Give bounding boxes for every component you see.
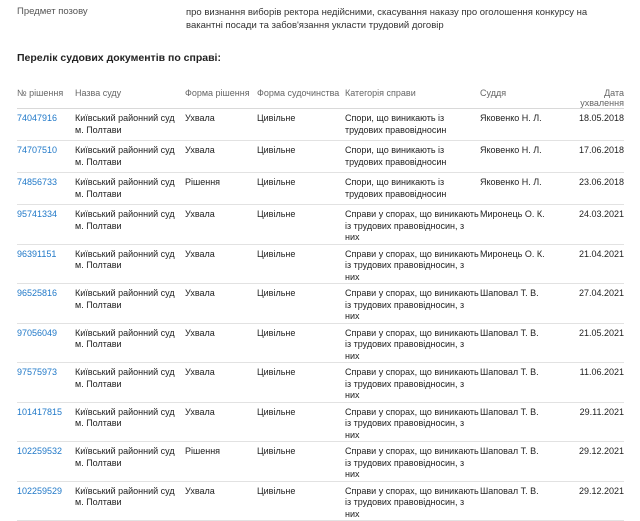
court-name-cell [75, 481, 185, 521]
decision-date-text: 23.06.2018 [578, 177, 624, 187]
decision-date-cell [558, 402, 624, 442]
judge-text: Яковенко Н. Л. [480, 113, 542, 123]
decision-date-text: 17.06.2018 [578, 145, 624, 155]
proceedings-form-cell [257, 402, 345, 442]
table-row [17, 402, 624, 442]
judge-text: Шаповал Т. В. [480, 327, 539, 338]
decision-date-text: 24.03.2021 [578, 209, 624, 219]
decision-number-wrapper [17, 173, 75, 189]
court-name-cell [75, 402, 185, 442]
header-judge: Суддя [480, 88, 558, 109]
decision-number-link[interactable]: 97056049 [17, 327, 58, 338]
decision-form-cell [185, 284, 257, 324]
court-name-cell [75, 244, 185, 284]
decision-form-text: Рішення [185, 446, 221, 456]
table-row [17, 442, 624, 482]
case-category-cell [345, 481, 480, 521]
case-category-text: Справи у спорах, що виникають із трудових правовідносин, з них [345, 485, 479, 519]
decision-form-cell [185, 323, 257, 363]
judge-cell [480, 141, 558, 173]
table-row [17, 173, 624, 205]
decision-number-wrapper [17, 482, 75, 498]
table-row [17, 481, 624, 521]
judge-text: Миронець О. К. [480, 248, 545, 259]
decision-date-text: 18.05.2018 [578, 113, 624, 123]
table-row [17, 109, 624, 141]
decision-date-cell [558, 284, 624, 324]
proceedings-form-cell [257, 323, 345, 363]
decision-form-cell [185, 173, 257, 205]
decision-number-link[interactable]: 95741334 [17, 209, 58, 219]
decision-date-cell [558, 173, 624, 205]
header-decision-number: № рішення [17, 88, 75, 109]
decision-number-wrapper [17, 324, 75, 340]
court-name-text: Київський районний суд м. Полтави [75, 113, 175, 135]
decision-number-cell [17, 481, 75, 521]
decision-date-cell [558, 363, 624, 403]
proceedings-form-text: Цивільне [257, 446, 296, 456]
proceedings-form-cell [257, 109, 345, 141]
section-title: Перелік судових документів по справі: [17, 52, 221, 64]
case-category-cell [345, 205, 480, 245]
proceedings-form-text: Цивільне [257, 113, 296, 123]
court-name-cell [75, 205, 185, 245]
judge-cell [480, 109, 558, 141]
decision-number-cell [17, 442, 75, 482]
decision-number-cell [17, 205, 75, 245]
proceedings-form-cell [257, 173, 345, 205]
case-category-text: Справи у спорах, що виникають із трудових правовідносин, з них [345, 288, 479, 321]
decision-date-text: 21.04.2021 [578, 248, 624, 259]
decision-number-cell [17, 141, 75, 173]
judge-cell [480, 323, 558, 363]
proceedings-form-text: Цивільне [257, 485, 296, 496]
proceedings-form-cell [257, 205, 345, 245]
case-category-cell [345, 442, 480, 482]
court-name-text: Київський районний суд м. Полтави [75, 145, 175, 167]
judge-text: Шаповал Т. В. [480, 446, 539, 456]
decision-number-wrapper [17, 245, 75, 261]
decision-number-cell [17, 363, 75, 403]
decision-form-cell [185, 205, 257, 245]
decision-date-text: 11.06.2021 [579, 367, 624, 377]
decision-number-cell [17, 402, 75, 442]
court-name-text: Київський районний суд м. Полтави [75, 446, 175, 468]
case-category-text: Спори, що виникають із трудових правовідносин [345, 177, 447, 199]
table-body [17, 109, 624, 521]
judge-text: Миронець О. К. [480, 209, 545, 219]
court-name-text: Київський районний суд м. Полтави [75, 209, 175, 231]
decision-form-cell [185, 363, 257, 403]
case-category-cell [345, 173, 480, 205]
decision-form-text: Рішення [185, 177, 221, 187]
decision-form-cell [185, 402, 257, 442]
table-row [17, 244, 624, 284]
case-category-text: Спори, що виникають із трудових правовідносин [345, 145, 447, 167]
proceedings-form-cell [257, 442, 345, 482]
decision-number-wrapper [17, 284, 75, 300]
decision-date-cell [558, 481, 624, 521]
decision-form-text: Ухвала [185, 209, 215, 219]
case-category-text: Справи у спорах, що виникають із трудових правовідносин, з них [345, 209, 479, 242]
proceedings-form-cell [257, 244, 345, 284]
decision-number-link[interactable]: 102259529 [17, 485, 63, 496]
case-category-cell [345, 244, 480, 284]
case-category-cell [345, 402, 480, 442]
decision-date-cell [558, 244, 624, 284]
court-name-cell [75, 323, 185, 363]
proceedings-form-text: Цивільне [257, 288, 296, 298]
subject-value: про визнання виборів ректора недійсними, скасування наказу про оголошення конкурсу на вакантні посади та забов'язання укласти трудовий договір [186, 7, 588, 31]
decision-date-cell [558, 109, 624, 141]
judge-cell [480, 481, 558, 521]
court-name-text: Київський районний суд м. Полтави [75, 248, 175, 270]
decision-form-text: Ухвала [185, 327, 215, 338]
decision-number-wrapper [17, 141, 75, 157]
decision-number-cell [17, 323, 75, 363]
case-category-text: Спори, що виникають із трудових правовідносин [345, 113, 447, 135]
court-name-text: Київський районний суд м. Полтави [75, 485, 175, 507]
header-court-name: Назва суду [75, 88, 185, 109]
court-name-text: Київський районний суд м. Полтави [75, 406, 175, 428]
judge-text: Яковенко Н. Л. [480, 177, 542, 187]
court-documents-table [17, 88, 624, 521]
case-category-cell [345, 284, 480, 324]
decision-date-cell [558, 442, 624, 482]
decision-number-link[interactable]: 74707510 [17, 145, 58, 155]
case-category-text: Справи у спорах, що виникають із трудових правовідносин, з них [345, 367, 479, 400]
header-case-category: Категорія справи [345, 88, 480, 109]
table-row [17, 284, 624, 324]
case-category-cell [345, 141, 480, 173]
decision-number-wrapper [17, 363, 75, 379]
decision-date-cell [558, 323, 624, 363]
judge-text: Шаповал Т. В. [480, 485, 539, 496]
judge-text: Яковенко Н. Л. [480, 145, 542, 155]
decision-number-cell [17, 109, 75, 141]
judge-cell [480, 363, 558, 403]
case-category-cell [345, 323, 480, 363]
table-row [17, 205, 624, 245]
header-decision-form: Форма рішення [185, 88, 257, 109]
table-row [17, 323, 624, 363]
table-row [17, 141, 624, 173]
judge-cell [480, 402, 558, 442]
decision-number-wrapper [17, 205, 75, 221]
decision-number-wrapper [17, 442, 75, 458]
judge-text: Шаповал Т. В. [480, 406, 539, 417]
decision-number-cell [17, 244, 75, 284]
decision-date-text: 29.12.2021 [578, 446, 624, 456]
decision-form-cell [185, 109, 257, 141]
proceedings-form-text: Цивільне [257, 367, 296, 377]
decision-form-text: Ухвала [185, 406, 215, 417]
table-header-row [17, 88, 624, 109]
decision-form-text: Ухвала [185, 367, 215, 377]
decision-number-cell [17, 173, 75, 205]
court-name-text: Київський районний суд м. Полтави [75, 288, 175, 310]
decision-form-text: Ухвала [185, 113, 215, 123]
decision-date-text: 21.05.2021 [578, 327, 624, 338]
decision-number-wrapper [17, 109, 75, 125]
proceedings-form-cell [257, 363, 345, 403]
case-category-text: Справи у спорах, що виникають із трудових правовідносин, з них [345, 248, 479, 282]
decision-form-cell [185, 141, 257, 173]
court-name-text: Київський районний суд м. Полтави [75, 367, 175, 389]
proceedings-form-text: Цивільне [257, 327, 296, 338]
proceedings-form-text: Цивільне [257, 177, 296, 187]
proceedings-form-text: Цивільне [257, 406, 296, 417]
decision-form-text: Ухвала [185, 248, 215, 259]
court-name-cell [75, 284, 185, 324]
decision-number-link[interactable]: 74856733 [17, 177, 58, 187]
case-category-cell [345, 109, 480, 141]
decision-number-link[interactable]: 102259532 [17, 446, 63, 456]
court-name-cell [75, 109, 185, 141]
header-decision-date: Дата ухвалення [558, 88, 624, 109]
decision-date-text: 29.11.2021 [579, 406, 624, 417]
proceedings-form-text: Цивільне [257, 145, 296, 155]
case-category-cell [345, 363, 480, 403]
decision-number-link[interactable]: 96525816 [17, 288, 58, 298]
decision-form-text: Ухвала [185, 485, 215, 496]
court-name-cell [75, 442, 185, 482]
judge-cell [480, 442, 558, 482]
court-name-cell [75, 141, 185, 173]
decision-form-text: Ухвала [185, 145, 215, 155]
case-category-text: Справи у спорах, що виникають із трудових правовідносин, з них [345, 446, 479, 479]
decision-date-text: 29.12.2021 [578, 485, 624, 496]
proceedings-form-text: Цивільне [257, 209, 296, 219]
decision-date-cell [558, 141, 624, 173]
decision-number-link[interactable]: 97575973 [17, 367, 58, 377]
judge-text: Шаповал Т. В. [480, 367, 539, 377]
decision-number-wrapper [17, 403, 75, 419]
judge-text: Шаповал Т. В. [480, 288, 539, 298]
judge-cell [480, 205, 558, 245]
subject-label: Предмет позову [17, 6, 88, 17]
decision-form-cell [185, 481, 257, 521]
proceedings-form-cell [257, 481, 345, 521]
decision-date-cell [558, 205, 624, 245]
decision-number-cell [17, 284, 75, 324]
decision-number-link[interactable]: 96391151 [17, 248, 57, 259]
decision-number-link[interactable]: 101417815 [17, 406, 63, 417]
court-name-cell [75, 173, 185, 205]
decision-form-text: Ухвала [185, 288, 215, 298]
judge-cell [480, 173, 558, 205]
header-proceedings-form: Форма судочинства [257, 88, 345, 109]
proceedings-form-cell [257, 141, 345, 173]
decision-form-cell [185, 442, 257, 482]
judge-cell [480, 244, 558, 284]
proceedings-form-text: Цивільне [257, 248, 296, 259]
court-name-text: Київський районний суд м. Полтави [75, 177, 175, 199]
decision-date-text: 27.04.2021 [578, 288, 624, 298]
case-category-text: Справи у спорах, що виникають із трудових правовідносин, з них [345, 327, 479, 361]
decision-number-link[interactable]: 74047916 [17, 113, 58, 123]
table-row [17, 363, 624, 403]
court-name-cell [75, 363, 185, 403]
case-category-text: Справи у спорах, що виникають із трудових правовідносин, з них [345, 406, 479, 440]
judge-cell [480, 284, 558, 324]
proceedings-form-cell [257, 284, 345, 324]
decision-form-cell [185, 244, 257, 284]
court-name-text: Київський районний суд м. Полтави [75, 327, 175, 349]
